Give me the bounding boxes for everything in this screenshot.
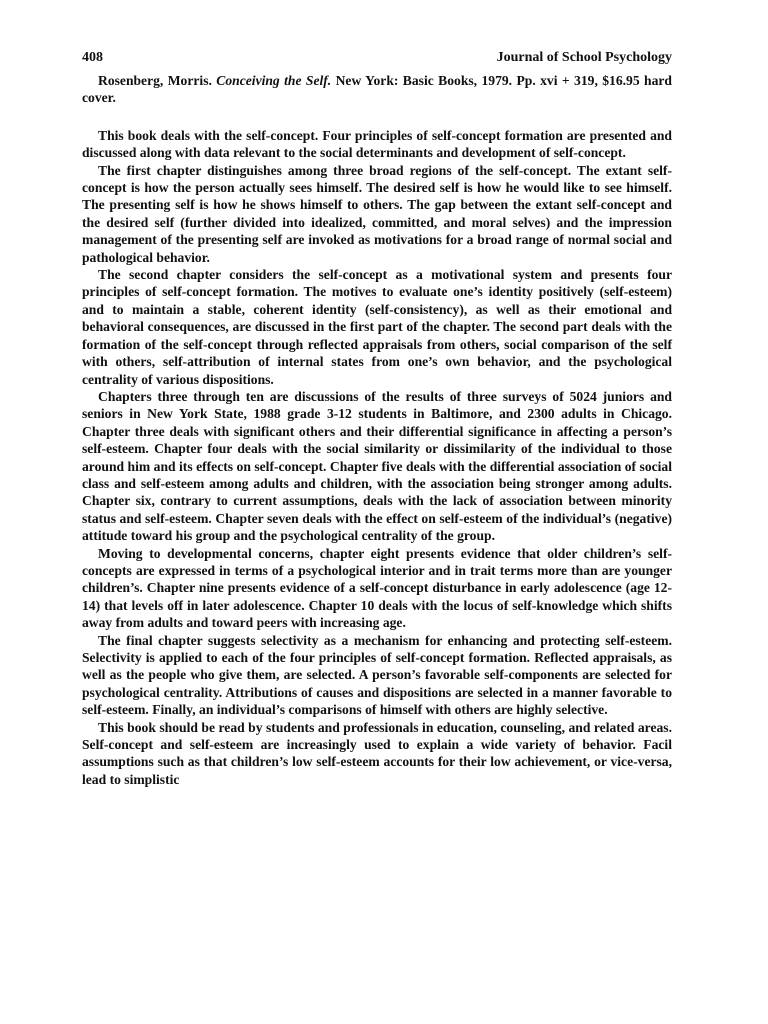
review-paragraph-2: The first chapter distinguishes among three broad regions of the self-concept. The extant self-concept is how the person actually sees himself. The desired self is how he would like to see himself. The presenting self is how he shows himself to others. The gap between the extant self-concept and the desired self (further divided into idealized, committed, and moral selves) and the impression management of the presenting self are invoked as motivations for a broad range of normal social and pathological behavior. bbox=[82, 162, 672, 265]
citation-author: Rosenberg, Morris. bbox=[98, 73, 212, 88]
page-number: 408 bbox=[82, 50, 103, 65]
review-paragraph-1: This book deals with the self-concept. Four principles of self-concept formation are presented and discussed along with data relevant to the social determinants and development of self-concept. bbox=[82, 127, 672, 161]
journal-title: Journal of School Psychology bbox=[496, 50, 672, 65]
running-head bbox=[82, 48, 672, 72]
citation-publication: New York: Basic Books, 1979. Pp. xvi + 319, $16.95 hard cover. bbox=[82, 73, 672, 106]
citation-book-title: Conceiving the Self. bbox=[216, 73, 332, 88]
review-paragraph-3: The second chapter considers the self-concept as a motivational system and presents four principles of self-concept formation. The motives to evaluate one’s identity positively (self-esteem) and to maintain a stable, coherent identity (self-consistency), as well as their emotional and behavioral consequences, are discussed in the first part of the chapter. The second part deals with the formation of the self-concept through reflected appraisals from others, social comparison of the self with others, self-attribution of internal states from one’s own behavior, and the psychological centrality of various dispositions. bbox=[82, 267, 672, 387]
review-paragraph-5: Moving to developmental concerns, chapter eight presents evidence that older children’s self-concepts are expressed in terms of a psychological interior and in trait terms more than are younger children’s. Chapter nine presents evidence of a self-concept disturbance in early adolescence (age 12-14) that levels off in later adolescence. Chapter 10 deals with the locus of self-knowledge which shifts away from adults and toward peers with increasing age. bbox=[82, 545, 672, 631]
review-paragraph-7: This book should be read by students and professionals in education, counseling, and related areas. Self-concept and self-esteem are increasingly used to explain a wide variety of behavior. Facil assumptions such as that children’s low self-esteem accounts for their low achievement, or vice-versa, lead to simplistic bbox=[82, 719, 672, 787]
book-citation bbox=[82, 72, 672, 107]
journal-page bbox=[82, 48, 672, 788]
review-paragraph-6: The final chapter suggests selectivity as a mechanism for enhancing and protecting self-esteem. Selectivity is applied to each of the four principles of self-concept formation. Reflected appraisals, as well as the people who give them, are selected. A person’s favorable self-components are selected for psychological centrality. Attributions of causes and dispositions are selected in a manner favorable to self-esteem. Finally, an individual’s comparisons of himself with others are highly selective. bbox=[82, 632, 672, 718]
review-paragraph-4: Chapters three through ten are discussions of the results of three surveys of 5024 juniors and seniors in New York State, 1988 grade 3-12 students in Baltimore, and 2300 adults in Chicago. Chapter three deals with significant others and their differential significance in affecting a person’s self-esteem. Chapter four deals with the social similarity or dissimilarity of the individual to those around him and its effects on self-concept. Chapter five deals with the differential association of social class and self-esteem among adults and children, with the association being stronger among adults. Chapter six, contrary to current assumptions, deals with the lack of association between minority status and self-esteem. Chapter seven deals with the effect on self-esteem of the individual’s (negative) attitude toward his group and the psychological centrality of the group. bbox=[82, 388, 672, 544]
